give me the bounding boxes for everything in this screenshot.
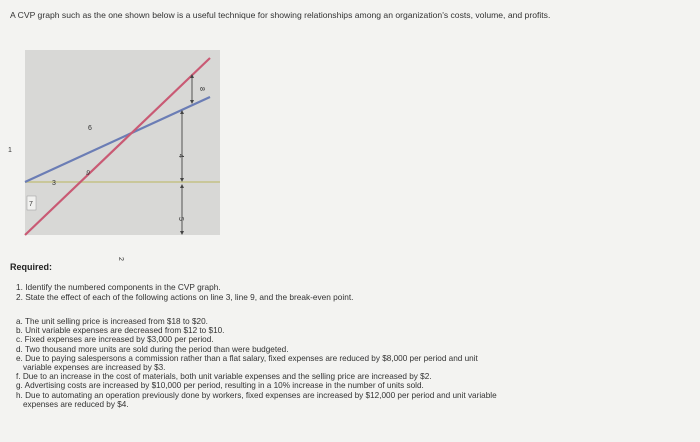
action-g-text: g. Advertising costs are increased by $10,000 per period, resulting in a 10% increase in the number of units sold. bbox=[16, 381, 424, 391]
questions-list bbox=[16, 282, 616, 302]
graph-label-9: 9 bbox=[84, 169, 91, 178]
action-e bbox=[16, 354, 656, 372]
action-c bbox=[16, 335, 656, 344]
question-2: 2. State the effect of each of the following actions on line 3, line 9, and the break-even point. bbox=[16, 292, 354, 302]
action-f bbox=[16, 372, 656, 381]
graph-label-7: 7 bbox=[29, 201, 33, 208]
action-h-continuation: expenses are reduced by $4. bbox=[23, 399, 129, 409]
graph-label-2: 2 bbox=[117, 257, 124, 261]
intro-text: A CVP graph such as the one shown below is a useful technique for showing relationships among an organization's costs, volume, and profits. bbox=[10, 10, 551, 20]
action-f-text: f. Due to an increase in the cost of materials, both unit variable expenses and the selling price are increased by $2. bbox=[16, 372, 432, 382]
required-heading: Required: bbox=[10, 262, 53, 272]
actions-list bbox=[16, 317, 656, 409]
graph-label-1: 1 bbox=[8, 147, 12, 154]
graph-label-3: 3 bbox=[52, 180, 56, 187]
action-d bbox=[16, 345, 656, 354]
action-a-text: a. The unit selling price is increased from $18 to $20. bbox=[16, 317, 208, 326]
graph-label-6: 6 bbox=[88, 125, 92, 132]
action-b-text: b. Unit variable expenses are decreased from $12 to $10. bbox=[16, 326, 225, 336]
action-e-text: e. Due to paying salespersons a commission rather than a flat salary, fixed expenses are reduced by $8,000 per period and unit bbox=[16, 353, 478, 363]
graph-label-8: 8 bbox=[198, 87, 205, 91]
action-h-text: h. Due to automating an operation previously done by workers, fixed expenses are increased by $12,000 per period and unit variable bbox=[16, 390, 497, 400]
action-e-continuation: variable expenses are increased by $3. bbox=[23, 363, 166, 373]
action-d-text: d. Two thousand more units are sold during the period than were budgeted. bbox=[16, 344, 289, 354]
action-a bbox=[16, 317, 656, 326]
graph-label-4: 4 bbox=[177, 154, 184, 158]
cvp-graph bbox=[0, 40, 240, 270]
graph-label-5: 5 bbox=[177, 217, 184, 221]
action-g bbox=[16, 381, 656, 390]
question-1: 1. Identify the numbered components in the CVP graph. bbox=[16, 282, 221, 292]
action-c-text: c. Fixed expenses are increased by $3,000 per period. bbox=[16, 335, 214, 345]
action-h bbox=[16, 391, 656, 409]
action-b bbox=[16, 326, 656, 335]
